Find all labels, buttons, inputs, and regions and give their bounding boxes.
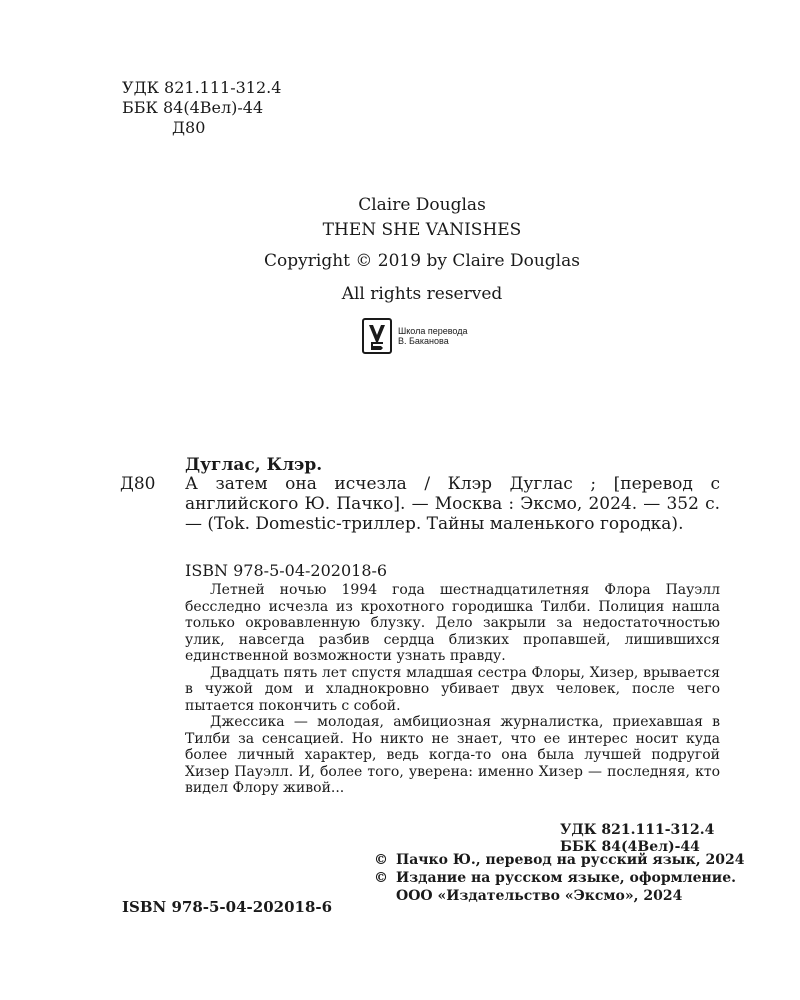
logo-line-1: Школа перевода bbox=[398, 326, 468, 336]
header-codes bbox=[122, 78, 281, 138]
isbn: ISBN 978-5-04-202018-6 bbox=[185, 561, 388, 580]
bib-code: Д80 bbox=[120, 474, 156, 494]
copyright-edition-text: Издание на русском языке, оформление. ООО «Издательство «Эксмо», 2024 bbox=[396, 870, 736, 904]
bbk-code: ББК 84(4Вел)-44 bbox=[122, 98, 264, 117]
rights-reserved: All rights reserved bbox=[341, 284, 503, 304]
udk-code-bottom: УДК 821.111-312.4 bbox=[560, 822, 715, 838]
annotation-paragraph: Двадцать пять лет спустя младшая сестра Флоры, Хизер, врывается в чужой дом и хладнокровно убивает двух человек, после чего пытается покончить с собой. bbox=[185, 664, 720, 714]
udk-code: УДК 821.111-312.4 bbox=[122, 78, 282, 97]
copyright-edition bbox=[374, 869, 754, 905]
copyright-symbol-icon: © bbox=[374, 852, 388, 868]
bbk-code-bottom: ББК 84(4Вел)-44 bbox=[560, 839, 700, 855]
author-heading: Дуглас, Клэр. bbox=[185, 455, 323, 475]
annotation bbox=[185, 582, 720, 797]
original-author: Claire Douglas bbox=[358, 195, 486, 215]
copyright-translation bbox=[374, 851, 754, 869]
logo-line-2: В. Баканова bbox=[398, 336, 449, 346]
copyright-symbol-icon: © bbox=[374, 870, 388, 886]
annotation-paragraph: Летней ночью 1994 года шестнадцатилетняя Флора Пауэлл бесследно исчезла из крохотного городишка Тилби. Полиция нашла только окровавленную блузку. Дело закрыли за недостаточностью улик, навсегда разбив сердца близких пропавшей, лишившихся единственной возможности узнать правду. bbox=[185, 582, 720, 664]
author-mark: Д80 bbox=[172, 118, 206, 137]
logo-caption bbox=[398, 326, 468, 346]
copyright-translation-text: Пачко Ю., перевод на русский язык, 2024 bbox=[396, 852, 745, 868]
bibliographic-description: А затем она исчезла / Клэр Дуглас ; [перевод с английского Ю. Пачко]. — Москва : Эксмо, 2024. — 352 с. — (Tok. Domestic-триллер. Тайны маленького городка). bbox=[185, 474, 720, 534]
copyright-notices bbox=[374, 851, 754, 905]
original-copyright: Copyright © 2019 by Claire Douglas bbox=[264, 251, 580, 271]
original-title: THEN SHE VANISHES bbox=[322, 220, 522, 240]
translation-school-emblem-icon bbox=[362, 318, 392, 354]
annotation-paragraph: Джессика — молодая, амбициозная журналистка, приехавшая в Тилби за сенсацией. Но никто не знает, что ее интерес носит куда более личный характер, ведь когда-то она была лучшей подругой Хизер Пауэлл. И, более того, уверена: именно Хизер — последняя, кто видел Флору живой... bbox=[185, 714, 720, 796]
publisher-logo bbox=[362, 318, 468, 354]
isbn-bottom: ISBN 978-5-04-202018-6 bbox=[122, 898, 333, 916]
